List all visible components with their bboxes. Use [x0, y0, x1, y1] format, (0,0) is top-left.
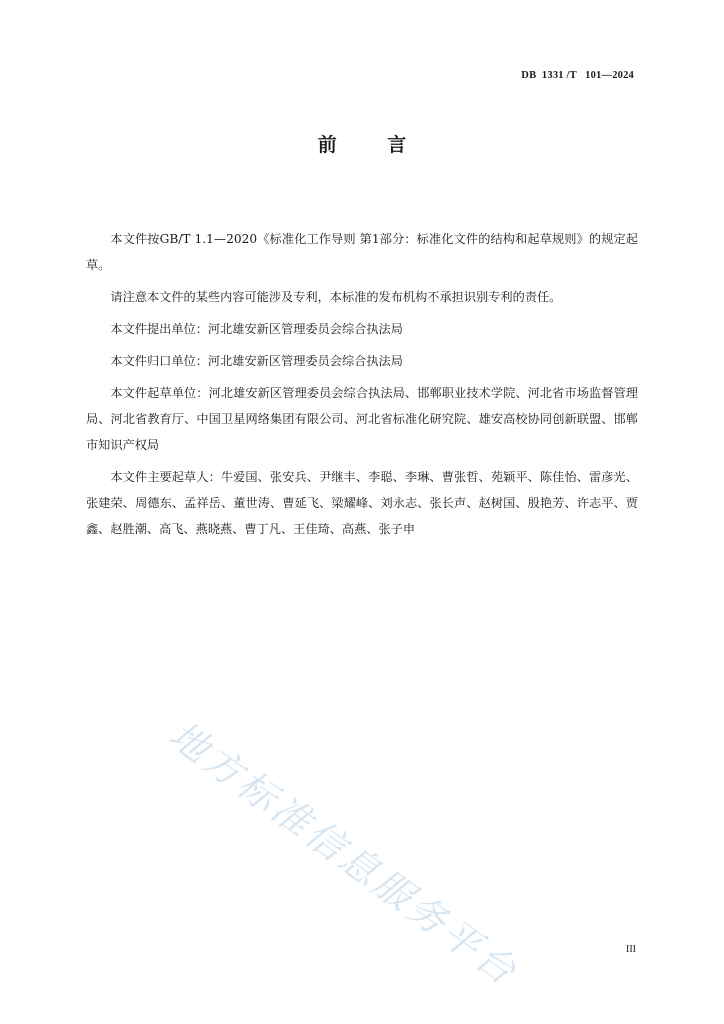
paragraph-drafters: 本文件主要起草人：牛爱国、张安兵、尹继丰、李聪、李琳、曹张哲、苑颖平、陈佳怡、雷彦光、张建荣、周德东、孟祥岳、董世涛、曹延飞、梁耀峰、刘永志、张长声、赵树国、殷艳芳、许志平、贾鑫、赵胜潮、高飞、燕晓燕、曹丁凡、王佳琦、高燕、张子申 [86, 470, 638, 536]
paragraph-managing-unit: 本文件归口单位：河北雄安新区管理委员会综合执法局 [110, 354, 403, 368]
page-number: III [626, 944, 636, 955]
foreword-body [86, 226, 638, 548]
paragraph-drafting-units: 本文件起草单位：河北雄安新区管理委员会综合执法局、邯郸职业技术学院、河北省市场监督管理局、河北省教育厅、中国卫星网络集团有限公司、河北省标准化研究院、雄安高校协同创新联盟、邯郸市知识产权局 [86, 386, 638, 452]
watermark: 地方标准信息服务平台 [161, 712, 527, 996]
paragraph-proposing-unit: 本文件提出单位：河北雄安新区管理委员会综合执法局 [110, 322, 403, 336]
section-title: 前 言 [317, 134, 429, 156]
document-code: DB 1331 /T 101—2024 [521, 70, 634, 81]
paragraph-drafting-basis: 本文件按GB/T 1.1—2020《标准化工作导则 第1部分：标准化文件的结构和起草规则》的规定起草。 [86, 232, 638, 272]
paragraph-patent-notice: 请注意本文件的某些内容可能涉及专利，本标准的发布机构不承担识别专利的责任。 [110, 290, 562, 304]
